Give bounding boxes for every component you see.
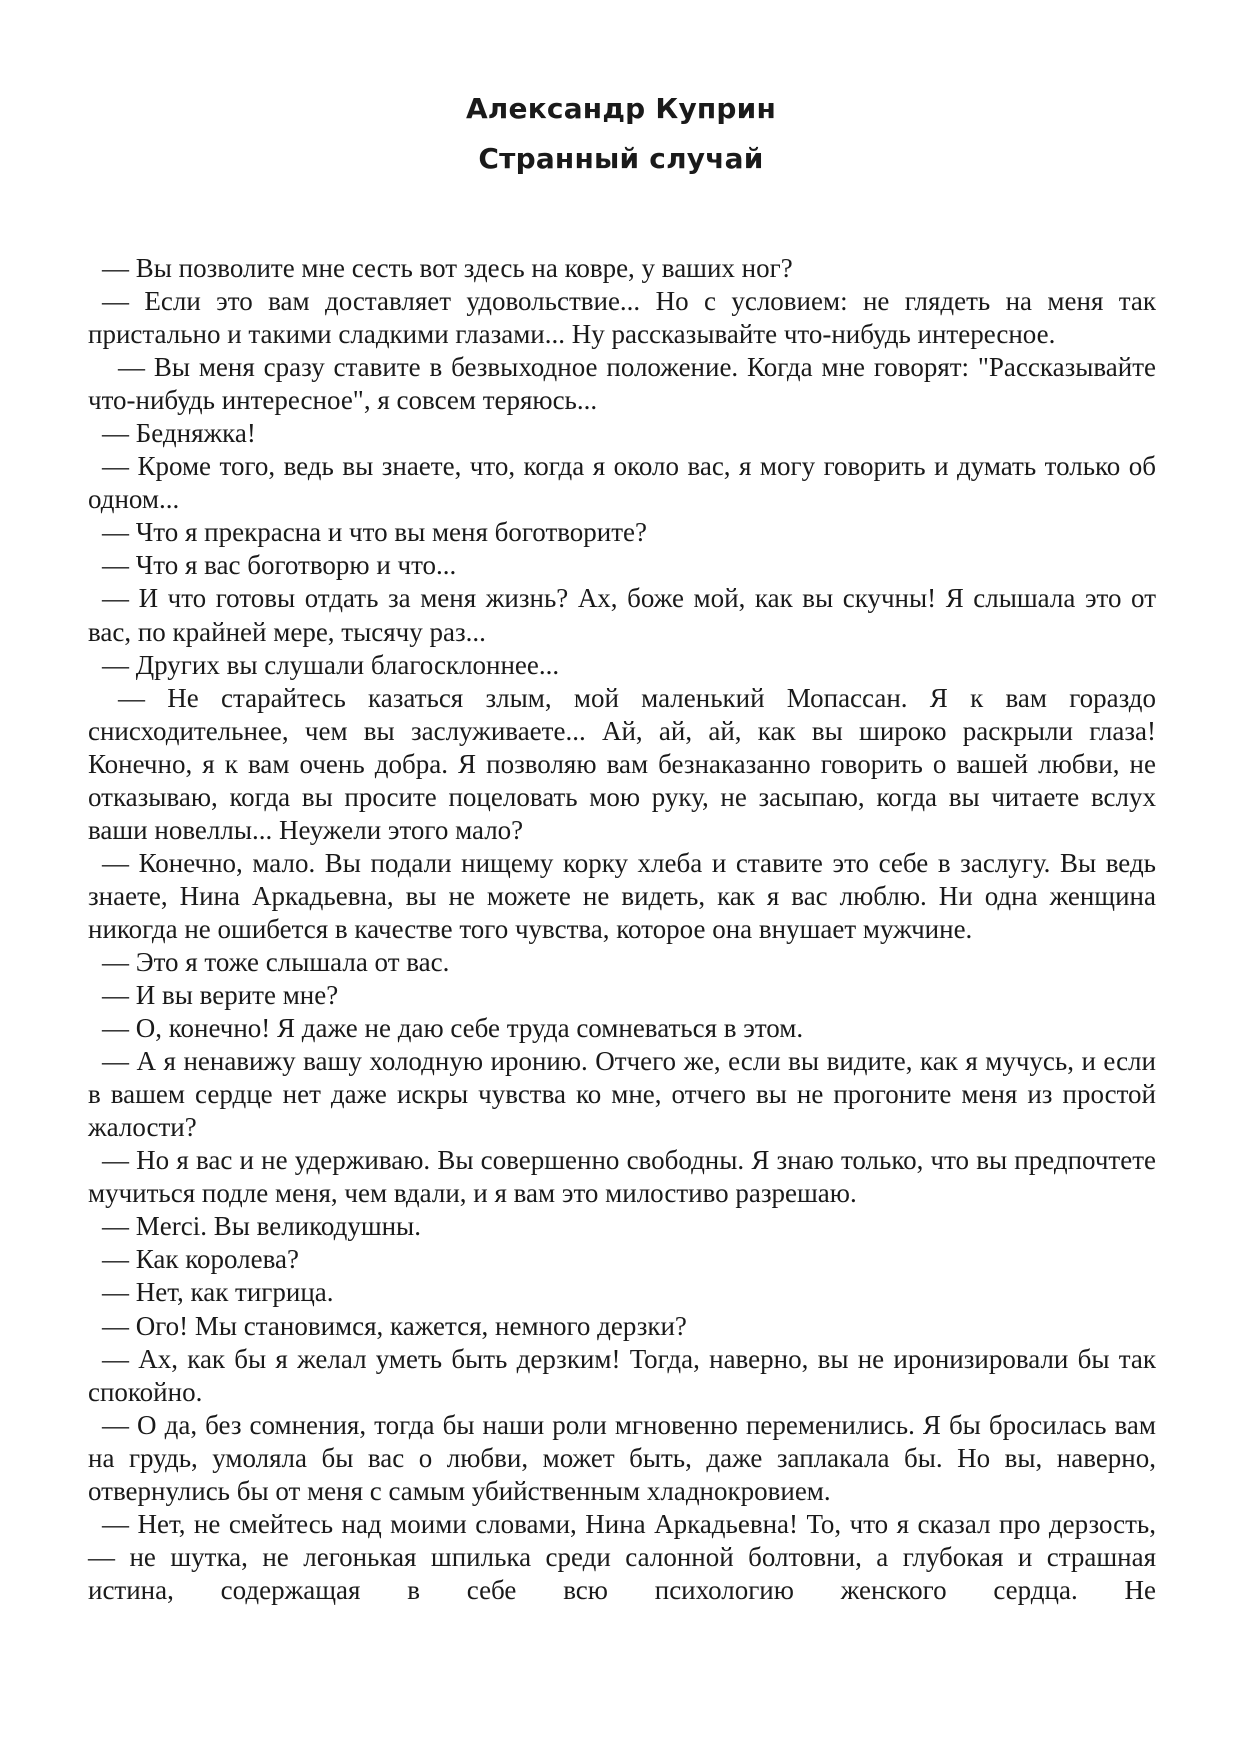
- paragraph: — Как королева?: [102, 1244, 299, 1275]
- paragraph: — Нет, не смейтесь над моими словами, Нина Аркадьевна! То, что я сказал про дерзость,— не шутка, не легонькая шпилька среди салонной болтовни, а глубокая и страшная истина, содержащая в себе всю психологию женского сердца. Не: [88, 1508, 1156, 1605]
- paragraph: — Что я вас боготворю и что...: [102, 550, 457, 581]
- paragraph: — Не старайтесь казаться злым, мой маленький Мопассан. Я к вам гораздо снисходительнее, чем вы заслуживаете... Ай, ай, ай, как вы широко раскрыли глаза! Конечно, я к вам очень добра. Я позволяю вам безнаказанно говорить о вашей любви, не отказываю, когда вы просите поцеловать мою руку, не засыпаю, когда вы читаете вслух ваши новеллы... Неужели этого мало?: [88, 682, 1156, 845]
- paragraph: — Кроме того, ведь вы знаете, что, когда я около вас, я могу говорить и думать только об одном...: [88, 451, 1156, 515]
- paragraph: — Вы позволите мне сесть вот здесь на ковре, у ваших ног?: [102, 253, 793, 283]
- paragraph: — Merci. Вы великодушны.: [102, 1211, 421, 1242]
- paragraph: — О, конечно! Я даже не даю себе труда сомневаться в этом.: [102, 1013, 804, 1044]
- paragraph: — Конечно, мало. Вы подали нищему корку хлеба и ставите это себе в заслугу. Вы ведь знаете, Нина Аркадьевна, вы не можете не видеть, как я вас люблю. Ни одна женщина никогда не ошибется в качестве того чувства, которое она внушает мужчине.: [88, 847, 1156, 944]
- paragraph: — А я ненавижу вашу холодную иронию. Отчего же, если вы видите, как я мучусь, и если в вашем сердце нет даже искры чувства ко мне, отчего вы не прогоните меня из простой жалости?: [88, 1046, 1156, 1143]
- paragraph: — И вы верите мне?: [102, 980, 339, 1011]
- story-title: Странный случай: [478, 142, 764, 175]
- paragraph: — Это я тоже слышала от вас.: [102, 946, 450, 977]
- paragraph: — Что я прекрасна и что вы меня боготворите?: [102, 517, 648, 548]
- story-text: [88, 252, 1156, 1607]
- paragraph: — Ого! Мы становимся, кажется, немного дерзки?: [102, 1310, 687, 1341]
- author-heading: Александр Куприн: [465, 92, 777, 125]
- paragraph: — О да, без сомнения, тогда бы наши роли мгновенно переменились. Я бы бросилась вам на грудь, умоляла бы вас о любви, может быть, даже заплакала бы. Но вы, наверно, отвернулись бы от меня с самым убийственным хладнокровием.: [88, 1409, 1156, 1506]
- paragraph: — Если это вам доставляет удовольствие... Но с условием: не глядеть на меня так пристально и такими сладкими глазами... Ну рассказывайте что-нибудь интересное.: [88, 286, 1156, 350]
- paragraph: — Вы меня сразу ставите в безвыходное положение. Когда мне говорят: "Рассказывайте что-нибудь интересное", я совсем теряюсь...: [88, 352, 1156, 416]
- paragraph: — Других вы слушали благосклоннее...: [102, 649, 560, 680]
- paragraph: — И что готовы отдать за меня жизнь? Ах, боже мой, как вы скучны! Я слышала это от вас, по крайней мере, тысячу раз...: [88, 583, 1156, 647]
- paragraph: — Нет, как тигрица.: [102, 1277, 334, 1308]
- paragraph: — Но я вас и не удерживаю. Вы совершенно свободны. Я знаю только, что вы предпочтете мучиться подле меня, чем вдали, и я вам это милостиво разрешаю.: [88, 1145, 1156, 1209]
- paragraph: — Ах, как бы я желал уметь быть дерзким! Тогда, наверно, вы не иронизировали бы так спокойно.: [88, 1343, 1156, 1407]
- paragraph: — Бедняжка!: [102, 418, 256, 449]
